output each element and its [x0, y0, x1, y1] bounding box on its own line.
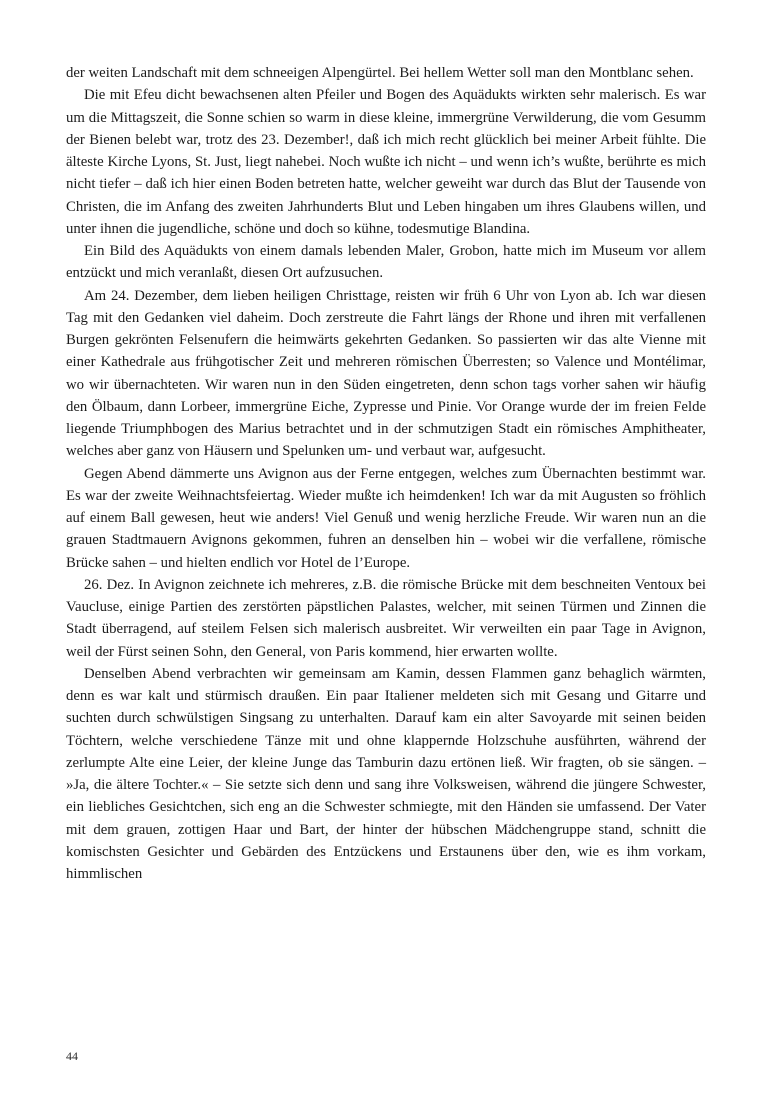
paragraph-christmas-journey: Am 24. Dezember, dem lieben heiligen Christtage, reisten wir früh 6 Uhr von Lyon ab. Ich war diesen Tag mit den Gedanken viel daheim. Doch zerstreute die Fahrt längs der Rhone und ihren mit verfallenen Burgen gekrönten Felsenufern die heimwärts gekehrten Gedanken. So passierten wir das alte Vienne mit einer Kathedrale aus frühgotischer Zeit und mehreren römischen Überresten; so Valence und Montélimar, wo wir übernachteten. Wir waren nun in den Süden eingetreten, denn schon tags vorher sahen wir häufig den Ölbaum, dann Lorbeer, immergrüne Eiche, Zypresse und Pinie. Vor Orange wurde der im freien Felde liegende Triumphbogen des Marius betrachtet und in der schmutzigen Stadt ein römisches Amphitheater, welches aber ganz von Häusern und Spelunken um- und verbaut war, aufgesucht.: [66, 287, 706, 460]
paragraph-aqueduct: Die mit Efeu dicht bewachsenen alten Pfeiler und Bogen des Aquädukts wirkten sehr malerisch. Es war um die Mittagszeit, die Sonne schien so warm in diese kleine, immergrüne Verwilderung, die vom Gesumm der Bienen belebt war, trotz des 23. Dezember!, daß ich mich recht glücklich bei meiner Arbeit fühlte. Die älteste Kirche Lyons, St. Just, liegt nahebei. Noch wußte ich nicht – und wenn ich’s wußte, berührte es mich nicht tiefer – daß ich hier einen Boden betreten hatte, welcher geweiht war durch das Blut der Tausende von Christen, die im Anfang des zweiten Jahrhunderts Blut und Leben hingaben um ihres Glaubens willen, und unter ihnen die jugendliche, schöne und doch so kühne, todesmutige Blandina.: [66, 87, 706, 237]
paragraph-evening-fireplace: Denselben Abend verbrachten wir gemeinsam am Kamin, dessen Flammen ganz behaglich wärmten, denn es war kalt und stürmisch draußen. Ein paar Italiener meldeten sich mit Gesang und Gitarre und suchten durch schwülstigen Singsang zu unterhalten. Darauf kam ein alter Savoyarde mit seinen beiden Töchtern, welche verschiedene Tänze mit und ohne klappernde Holzschuhe ausführten, während der zerlumpte Alte eine Leier, der kleine Junge das Tamburin dazu ertönen ließ. Wir fragten, ob sie sängen. – »Ja, die ältere Tochter.« – Sie setzte sich denn und sang ihre Volksweisen, während die jüngere Schwester, ein liebliches Gesichtchen, sich eng an die Schwester schmiegte, mit den Händen sie umfassend. Der Vater mit dem grauen, zottigen Haar und Bart, der hinter der hübschen Mädchengruppe stand, schnitt die komischsten Gesichter und Gebärden des Entzückens und Erstaunens über den, wie es ihm vorkam, himmlischen: [66, 665, 706, 882]
page-number: 44: [66, 1049, 78, 1063]
body-text: [66, 62, 706, 885]
paragraph-continued: der weiten Landschaft mit dem schneeigen Alpengürtel. Bei hellem Wetter soll man den Montblanc sehen.: [66, 65, 694, 81]
paragraph-avignon-arrival: Gegen Abend dämmerte uns Avignon aus der Ferne entgegen, welches zum Übernachten bestimmt war. Es war der zweite Weihnachtsfeiertag. Wieder mußte ich heimdenken! Ich war da mit Augusten so fröhlich auf einem Ball gewesen, heut wie anders! Viel Genuß und wenig herzliche Freude. Wir waren nun an die grauen Stadtmauern Avignons gekommen, fuhren an denselben hin – wobei wir die verfallene, römische Brücke sahen – und hielten endlich vor Hotel de l’Europe.: [66, 465, 706, 571]
paragraph-avignon-drawings: 26. Dez. In Avignon zeichnete ich mehreres, z.B. die römische Brücke mit dem beschneiten Ventoux bei Vaucluse, einige Partien des zerstörten päpstlichen Palastes, welcher, mit seinen Türmen und Zinnen die Stadt überragend, auf steilem Felsen sich malerisch ausbreitet. Wir verweilten ein paar Tage in Avignon, weil der Fürst seinen Sohn, den General, von Paris kommend, hier erwarten wollte.: [66, 576, 706, 660]
paragraph-grobon: Ein Bild des Aquädukts von einem damals lebenden Maler, Grobon, hatte mich im Museum vor allem entzückt und mich veranlaßt, diesen Ort aufzusuchen.: [66, 243, 706, 282]
